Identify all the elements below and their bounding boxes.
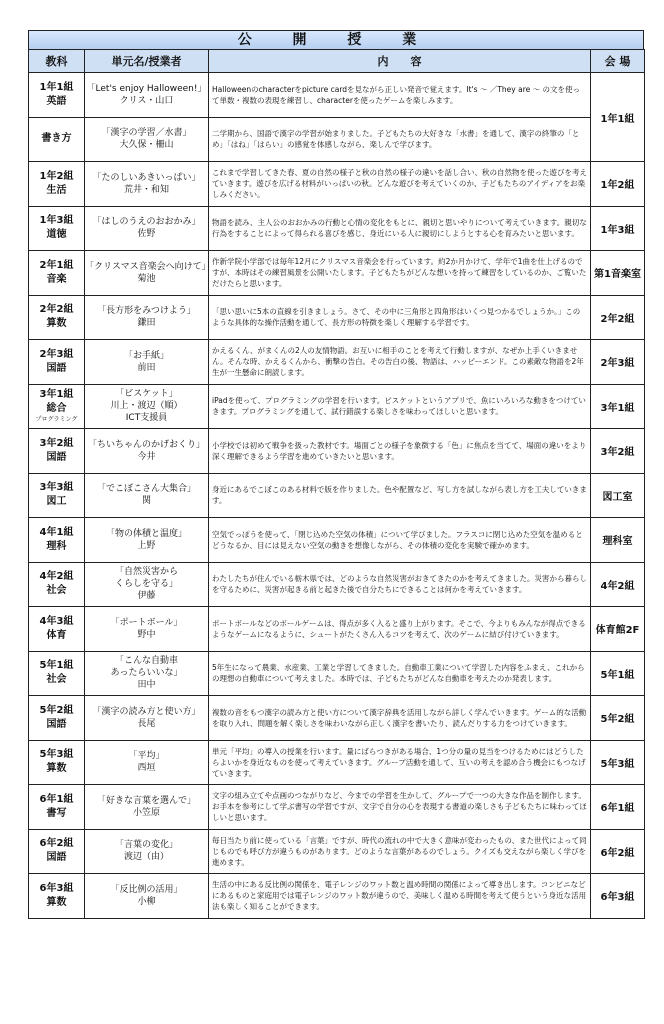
teacher-name: 伊藤 bbox=[137, 591, 156, 602]
subject-line: 3年2組 bbox=[39, 437, 74, 449]
subject-cell bbox=[29, 117, 85, 162]
teacher-name: 菊池 bbox=[137, 273, 156, 284]
unit-title: 「お手紙」 bbox=[123, 350, 169, 361]
teacher-name: ICT支援員 bbox=[125, 413, 168, 424]
venue-cell: 5年2組 bbox=[591, 696, 645, 741]
unit-title: 「好きな言葉を選んで」 bbox=[96, 795, 196, 806]
subject-cell bbox=[29, 251, 85, 296]
unit-cell bbox=[85, 473, 209, 518]
subject-line: 4年3組 bbox=[39, 615, 74, 627]
teacher-name: 今井 bbox=[137, 451, 156, 462]
subject-cell bbox=[29, 206, 85, 251]
subject-line: 道徳 bbox=[46, 229, 67, 241]
content-cell: 文字の組み立てや点画のつながりなど、今までの学習を生かして、グループで一つの大きな作品を制作します。お手本を参考にして学ぶ書写の学習ですが、文字で自分の心を表現する書道の楽しさも子どもたちに味わってほしいと思います。 bbox=[209, 785, 591, 830]
subject-cell bbox=[29, 73, 85, 118]
subject-cell bbox=[29, 473, 85, 518]
table-row bbox=[29, 518, 645, 563]
teacher-name: 田中 bbox=[137, 680, 156, 691]
page-title: 公 開 授 業 bbox=[28, 30, 644, 49]
subject-line: 4年2組 bbox=[39, 571, 74, 583]
unit-cell bbox=[85, 740, 209, 785]
table-row bbox=[29, 295, 645, 340]
table-row bbox=[29, 785, 645, 830]
subject-line: 国語 bbox=[46, 852, 67, 864]
venue-cell: 6年3組 bbox=[591, 874, 645, 919]
header-subject: 教科 bbox=[29, 50, 85, 73]
subject-line: 6年2組 bbox=[39, 838, 74, 850]
unit-title: 「平均」 bbox=[128, 751, 165, 762]
teacher-name: 佐野 bbox=[137, 229, 156, 240]
unit-cell bbox=[85, 206, 209, 251]
unit-cell bbox=[85, 651, 209, 696]
table-row bbox=[29, 384, 645, 429]
subject-cell bbox=[29, 740, 85, 785]
header-venue: 会 場 bbox=[591, 50, 645, 73]
venue-cell: 6年2組 bbox=[591, 829, 645, 874]
venue-cell: 5年1組 bbox=[591, 651, 645, 696]
subject-cell bbox=[29, 874, 85, 919]
venue-cell: 1年2組 bbox=[591, 162, 645, 207]
subject-line: 算数 bbox=[46, 763, 67, 775]
teacher-name: 大久保・柵山 bbox=[119, 140, 174, 151]
subject-cell bbox=[29, 785, 85, 830]
subject-line: 算数 bbox=[46, 318, 67, 330]
subject-line: 6年1組 bbox=[39, 793, 74, 805]
content-cell: 作新学院小学部では毎年12月にクリスマス音楽会を行っています。約2か月かけて、学年で1曲を仕上げるのですが、本時はその練習風景を公開いたします。子どもたちがどんな想いを持って練習をしているのか、ご覧いただけたらと思います。 bbox=[209, 251, 591, 296]
unit-title: 「言葉の変化」 bbox=[114, 840, 178, 851]
table-row bbox=[29, 162, 645, 207]
subject-line: 社会 bbox=[46, 674, 67, 686]
venue-cell: 2年2組 bbox=[591, 295, 645, 340]
subject-line: 5年3組 bbox=[39, 749, 74, 761]
venue-cell: 2年3組 bbox=[591, 340, 645, 385]
venue-cell: 3年1組 bbox=[591, 384, 645, 429]
unit-title: 「ポートボール」 bbox=[110, 617, 183, 628]
teacher-name: 渡辺（由） bbox=[123, 852, 169, 863]
content-cell: わたしたちが住んでいる栃木県では、どのような自然災害がおきてきたのかを考えてきました。災害から暮らしを守るために、災害が起きる前と起きた後で自分たちにできることは何かを考えていきます。 bbox=[209, 562, 591, 607]
table-row bbox=[29, 117, 645, 162]
venue-cell: 6年1組 bbox=[591, 785, 645, 830]
subject-cell bbox=[29, 562, 85, 607]
content-cell: これまで学習してきた春、夏の自然の様子と秋の自然の様子の違いを話し合い、秋の自然物を使った遊びを考えていきます。遊びを広げる材料がいっぱいの秋。どんな遊びを考えていくのか、子どもたちのアイディアをお楽しみください。 bbox=[209, 162, 591, 207]
unit-cell bbox=[85, 117, 209, 162]
subject-line: 社会 bbox=[46, 585, 67, 597]
teacher-name: 荒井・和知 bbox=[123, 184, 169, 195]
table-row bbox=[29, 73, 645, 118]
subject-line: 2年1組 bbox=[39, 259, 74, 271]
venue-cell: 体育館2F bbox=[591, 607, 645, 652]
subject-cell bbox=[29, 340, 85, 385]
unit-cell bbox=[85, 607, 209, 652]
subject-cell bbox=[29, 518, 85, 563]
venue-cell: 1年1組 bbox=[591, 73, 645, 162]
teacher-name: 小柳 bbox=[137, 896, 156, 907]
subject-line: 総合 bbox=[46, 403, 67, 415]
unit-cell bbox=[85, 162, 209, 207]
unit-title: 「クリスマス音楽会へ向けて」 bbox=[85, 261, 211, 272]
content-cell: iPadを使って、プログラミングの学習を行います。ビスケットというアプリで、魚にいろいろな動きをつけていきます。プログラミングを通して、試行錯誤する楽しさを味わってほしいと思います。 bbox=[209, 384, 591, 429]
unit-cell bbox=[85, 562, 209, 607]
unit-cell bbox=[85, 518, 209, 563]
subject-line: 図工 bbox=[46, 496, 67, 508]
venue-cell: 1年3組 bbox=[591, 206, 645, 251]
teacher-name: 長尾 bbox=[137, 718, 156, 729]
subject-line: 1年3組 bbox=[39, 215, 74, 227]
subject-cell bbox=[29, 651, 85, 696]
table-row bbox=[29, 607, 645, 652]
unit-cell bbox=[85, 73, 209, 118]
content-cell: 物語を読み、主人公のおおかみの行動と心情の変化をもとに、親切と思いやりについて考えていきます。親切な行為をすることによって得られる喜びを感じ、身近にいる人に親切にしようとする心を育みたいと思います。 bbox=[209, 206, 591, 251]
subject-line: 理科 bbox=[46, 540, 67, 552]
content-cell: Halloweenのcharacterをpicture cardを見ながら正しい発音で覚えます。It's ～ ／They are ～ の文を使って単数・複数の表現を練習し、characterを使ったゲームを楽しみます。 bbox=[209, 73, 591, 118]
table-row bbox=[29, 473, 645, 518]
table-row bbox=[29, 251, 645, 296]
unit-title: 「物の体積と温度」 bbox=[105, 528, 187, 539]
venue-cell: 4年2組 bbox=[591, 562, 645, 607]
content-cell: 空気でっぽうを使って、「閉じ込めた空気の体積」について学びました。フラスコに閉じ込めた空気を温めるとどうなるか、目には見えない空気の動きを想像しながら、その体積の変化を実験で確かめます。 bbox=[209, 518, 591, 563]
subject-line: 算数 bbox=[46, 896, 67, 908]
unit-title: 「Let's enjoy Halloween!」 bbox=[86, 83, 207, 94]
subject-line: 4年1組 bbox=[39, 526, 74, 538]
venue-cell: 理科室 bbox=[591, 518, 645, 563]
unit-cell bbox=[85, 874, 209, 919]
content-cell: ポートボールなどのボールゲームは、得点が多く入ると盛り上がります。そこで、今よりもみんなが得点できるようなゲームになるように、シュートがたくさん入るコツを考えて、次のゲームに結び付けていきます。 bbox=[209, 607, 591, 652]
venue-cell: 第1音楽室 bbox=[591, 251, 645, 296]
subject-line: 5年2組 bbox=[39, 704, 74, 716]
content-cell: 小学校では初めて戦争を扱った教材です。場面ごとの様子を象徴する「色」に焦点を当てて、場面の違いをより深く理解できるよう学習を進めていきたいと思います。 bbox=[209, 429, 591, 474]
teacher-name: 前田 bbox=[137, 362, 156, 373]
subject-line: 生活 bbox=[46, 184, 67, 196]
unit-cell bbox=[85, 785, 209, 830]
table-row bbox=[29, 562, 645, 607]
unit-title: 「ちいちゃんのかげおくり」 bbox=[87, 439, 205, 450]
content-cell: 二学期から、国語で漢字の学習が始まりました。子どもたちの大好きな「水書」を通して、漢字の終筆の「とめ」「はね」「はらい」の感覚を体感しながら、楽しんで学びます。 bbox=[209, 117, 591, 162]
subject-cell bbox=[29, 384, 85, 429]
subject-cell bbox=[29, 696, 85, 741]
header-row bbox=[29, 50, 645, 73]
unit-cell bbox=[85, 251, 209, 296]
unit-title: あったらいいな」 bbox=[110, 668, 183, 679]
unit-title: 「こんな自動車 bbox=[114, 656, 178, 667]
teacher-name: 野中 bbox=[137, 629, 156, 640]
unit-cell bbox=[85, 295, 209, 340]
unit-cell bbox=[85, 429, 209, 474]
teacher-name: 西垣 bbox=[137, 763, 156, 774]
unit-cell bbox=[85, 340, 209, 385]
table-row bbox=[29, 340, 645, 385]
content-cell: 身近にあるでこぼこのある材料で版を作りました。色や配置など、写し方を試しながら表し方を工夫していきます。 bbox=[209, 473, 591, 518]
content-cell: 毎日当たり前に使っている「言葉」ですが、時代の流れの中で大きく意味が変わったもの、また世代によって同じものでも呼び方が違うものがあります。どのような言葉があるのでしょう。クイズも交えながら楽しく学びを進めます。 bbox=[209, 829, 591, 874]
content-cell: 「思い思いに5本の直線を引きましょう。さて、その中に三角形と四角形はいくつ見つかるでしょうか。」このような具体的な操作活動を通して、長方形の特徴を楽しく理解する学習です。 bbox=[209, 295, 591, 340]
teacher-name: 鎌田 bbox=[137, 318, 156, 329]
subject-line: 書き方 bbox=[41, 133, 72, 145]
subject-line: 国語 bbox=[46, 451, 67, 463]
venue-cell: 5年3組 bbox=[591, 740, 645, 785]
teacher-name: 上野 bbox=[137, 540, 156, 551]
schedule-sheet bbox=[28, 30, 644, 919]
subject-line: 3年3組 bbox=[39, 482, 74, 494]
venue-cell: 3年2組 bbox=[591, 429, 645, 474]
subject-cell bbox=[29, 607, 85, 652]
teacher-name: 小笠原 bbox=[132, 807, 160, 818]
table-row bbox=[29, 829, 645, 874]
unit-title: 「反比例の活用」 bbox=[110, 884, 183, 895]
subject-line: 国語 bbox=[46, 362, 67, 374]
subject-line: 2年2組 bbox=[39, 304, 74, 316]
subject-line: 1年2組 bbox=[39, 170, 74, 182]
content-cell: 生活の中にある反比例の関係を、電子レンジのワット数と温め時間の関係によって導き出します。コンビニなどにあるものと家庭用では電子レンジのワット数が違うので、美味しく温める時間を考えて使うという身近な活用法も楽しく知ることができます。 bbox=[209, 874, 591, 919]
subject-line: プログラミング bbox=[35, 416, 78, 424]
subject-line: 体育 bbox=[46, 629, 67, 641]
unit-title: 「たのしいあきいっぱい」 bbox=[92, 172, 201, 183]
subject-line: 書写 bbox=[46, 807, 67, 819]
header-content: 内 容 bbox=[209, 50, 591, 73]
subject-line: 5年1組 bbox=[39, 660, 74, 672]
unit-title: 「長方形をみつけよう」 bbox=[97, 306, 196, 317]
table-row bbox=[29, 206, 645, 251]
content-cell: かえるくん、がまくんの2人の友情物語。お互いに相手のことを考えて行動しますが、なぜか上手くいきません。そんな時、かえるくんから、衝撃の告白。その告白の後、物語は、ハッピーエンド。この素敵な物語を2年生が一生懸命に朗読します。 bbox=[209, 340, 591, 385]
unit-title: 「はしのうえのおおかみ」 bbox=[92, 217, 201, 228]
subject-line: 1年1組 bbox=[39, 81, 74, 93]
header-unit: 単元名/授業者 bbox=[85, 50, 209, 73]
lesson-table bbox=[28, 49, 645, 919]
unit-cell bbox=[85, 829, 209, 874]
unit-cell bbox=[85, 384, 209, 429]
unit-title: 川上・渡辺（順） bbox=[110, 401, 183, 412]
content-cell: 複数の音をもつ漢字の読み方と使い方について漢字辞典を活用しながら詳しく学んでいきます。ゲーム的な活動を取り入れ、問題を解く楽しさを味わいながら正しく漢字を書いたり、読んだりする力をつけていきます。 bbox=[209, 696, 591, 741]
subject-cell bbox=[29, 429, 85, 474]
unit-title: 「漢字の学習／水書」 bbox=[101, 128, 192, 139]
unit-title: 「漢字の読み方と使い方」 bbox=[92, 706, 201, 717]
table-row bbox=[29, 874, 645, 919]
subject-cell bbox=[29, 162, 85, 207]
subject-line: 3年1組 bbox=[39, 389, 74, 401]
subject-cell bbox=[29, 829, 85, 874]
content-cell: 5年生になって農業、水産業、工業と学習してきました。自動車工業について学習した内容をふまえ、これからの理想の自動車について考えました。本時では、子どもたちがどんな自動車を考えたのか発表します。 bbox=[209, 651, 591, 696]
venue-cell: 図工室 bbox=[591, 473, 645, 518]
subject-line: 英語 bbox=[46, 95, 67, 107]
teacher-name: クリス・山口 bbox=[119, 95, 174, 106]
subject-line: 国語 bbox=[46, 718, 67, 730]
table-row bbox=[29, 696, 645, 741]
teacher-name: 関 bbox=[141, 496, 151, 507]
subject-cell bbox=[29, 295, 85, 340]
unit-title: 「ビスケット」 bbox=[115, 389, 178, 400]
table-row bbox=[29, 429, 645, 474]
subject-line: 音楽 bbox=[46, 273, 67, 285]
subject-line: 6年3組 bbox=[39, 882, 74, 894]
table-row bbox=[29, 740, 645, 785]
lesson-rows bbox=[29, 73, 645, 919]
subject-line: 2年3組 bbox=[39, 348, 74, 360]
unit-title: 「自然災害から bbox=[114, 567, 178, 578]
table-row bbox=[29, 651, 645, 696]
content-cell: 単元「平均」の導入の授業を行います。量にばらつきがある場合、1つ分の量の見当をつけるためにはどうしたらよいかを身近なものを使って考えていきます。グループ活動を通して、互いの考えを認め合う機会にもつなげていきます。 bbox=[209, 740, 591, 785]
unit-title: 「でこぼこさん大集合」 bbox=[96, 484, 196, 495]
unit-cell bbox=[85, 696, 209, 741]
unit-title: くらしを守る」 bbox=[114, 579, 178, 590]
